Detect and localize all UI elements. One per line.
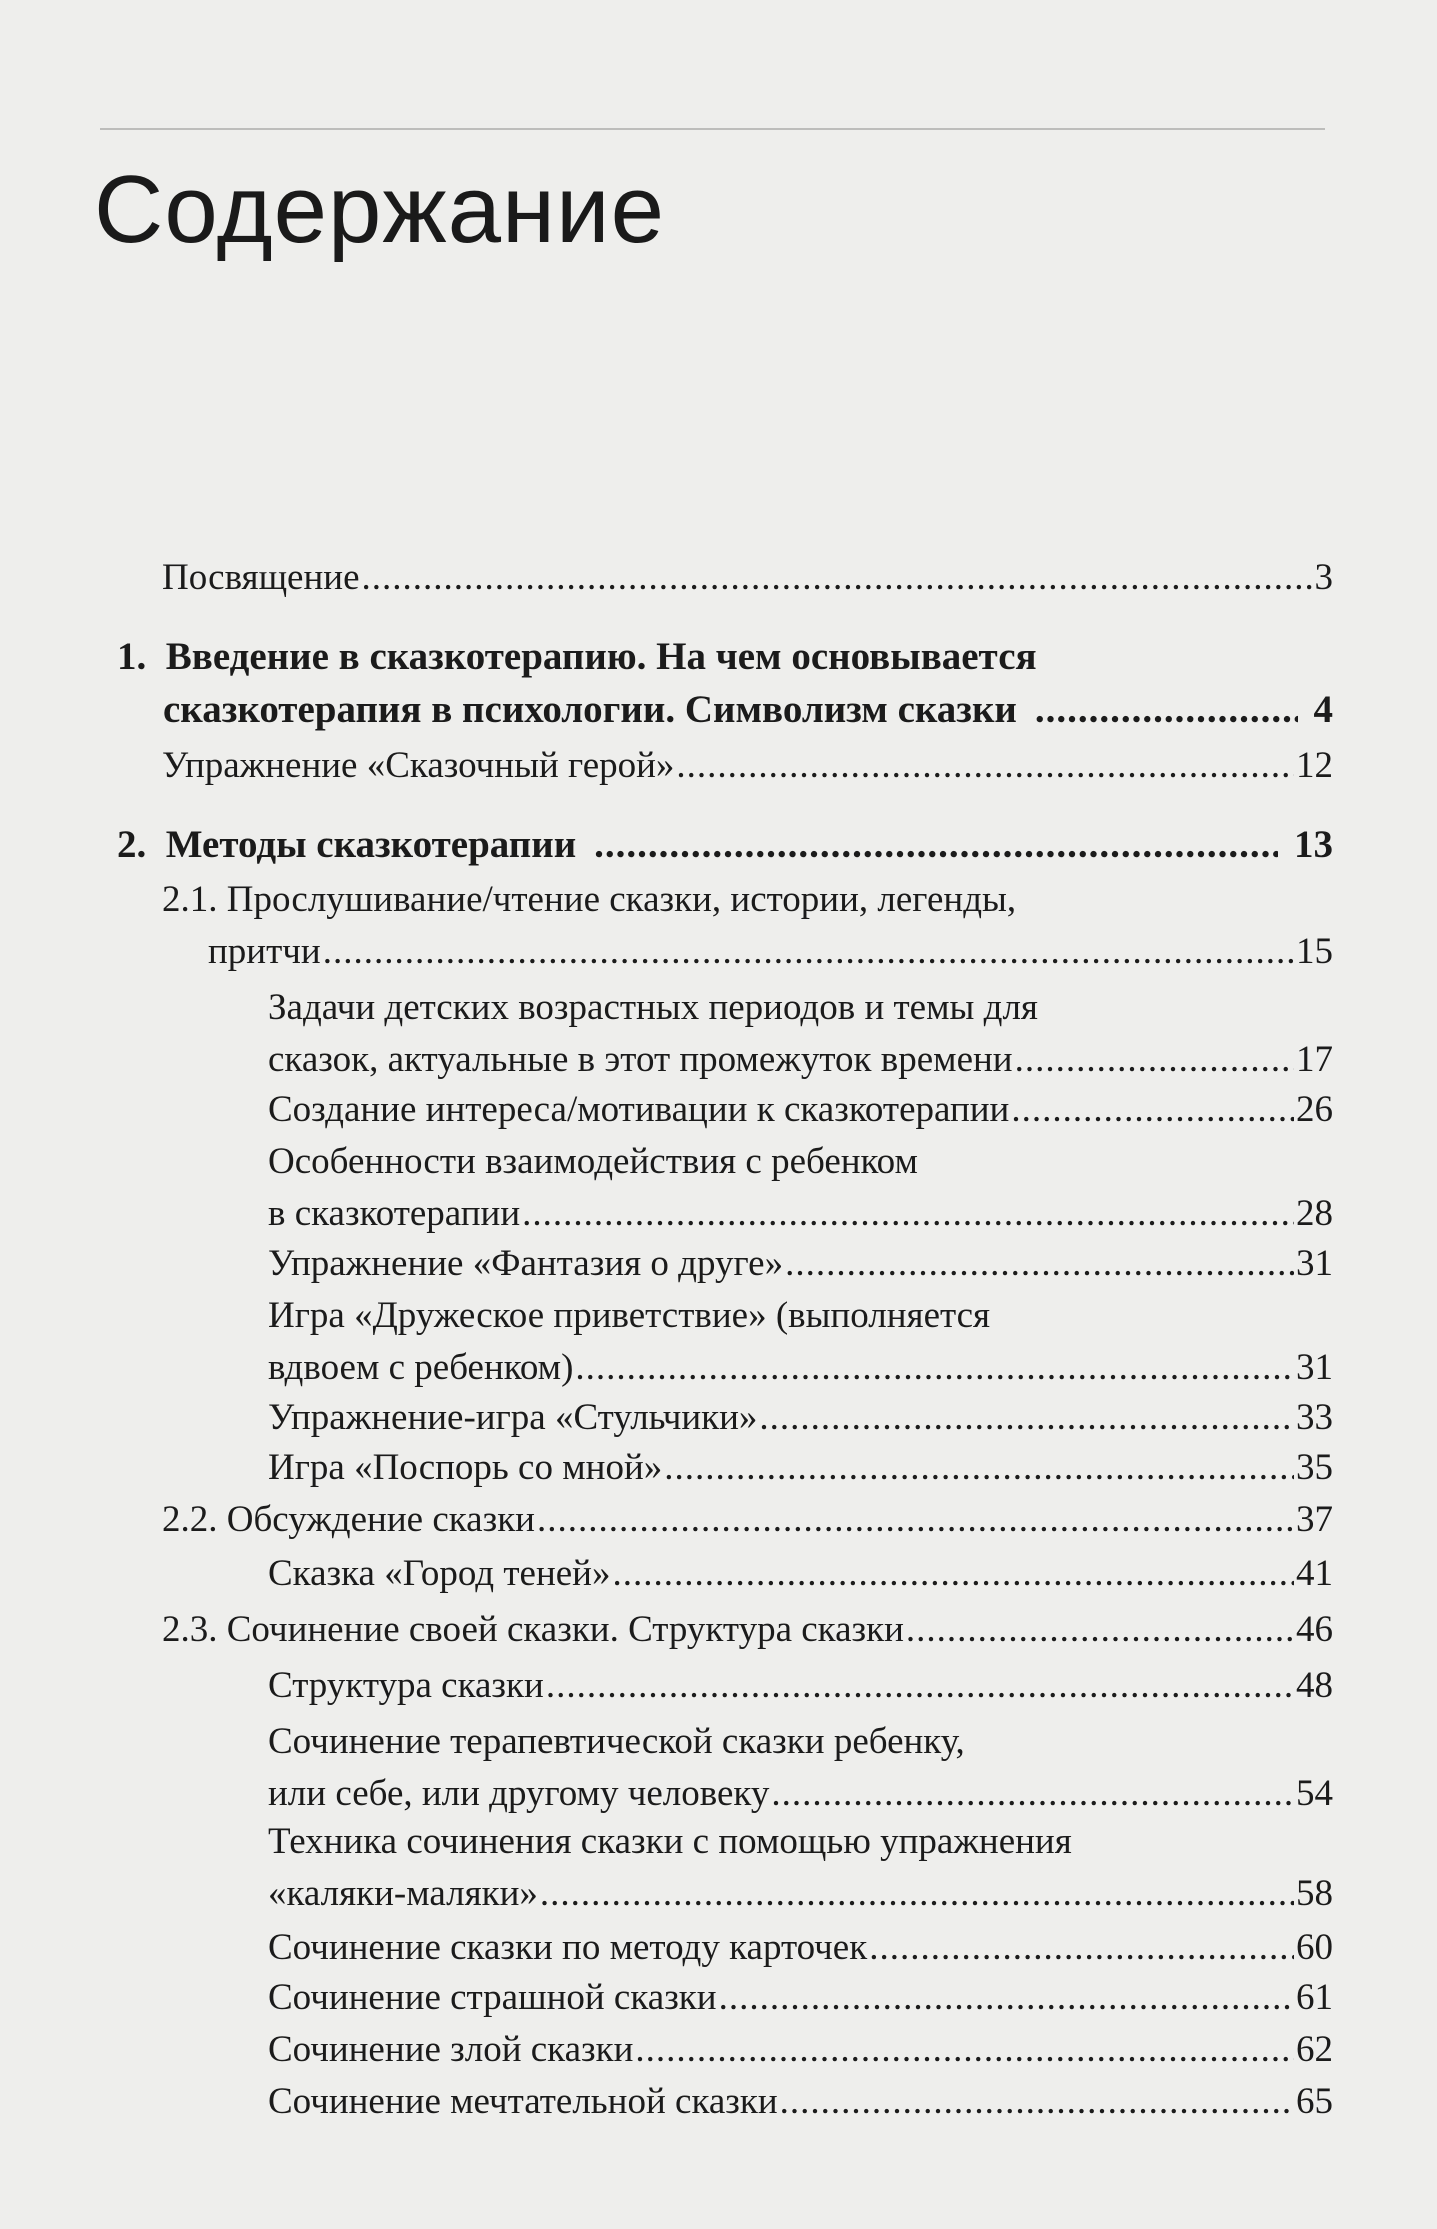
toc-entry-age-tasks[interactable] (268, 982, 1333, 1086)
toc-page-number: 65 (1296, 2081, 1333, 2122)
toc-leader-dots (1011, 1084, 1294, 1136)
toc-entry-text: сказок, актуальные в этот промежуток времени (268, 1039, 1013, 1080)
toc-leader-dots (362, 552, 1313, 604)
toc-page-number: 54 (1296, 1773, 1333, 1814)
toc-entry-text: Создание интереса/мотивации к сказкотерапии (268, 1089, 1010, 1130)
toc-entry-text: в сказкотерапии (268, 1193, 521, 1234)
toc-entry-text: 2.1. Прослушивание/чтение сказки, истории, легенды, (162, 879, 1017, 920)
toc-leader-dots (719, 1972, 1294, 2024)
toc-entry-text: Посвящение (162, 557, 360, 598)
toc-entry-chapter-1[interactable] (117, 630, 1333, 736)
toc-entry-text: Структура сказки (268, 1665, 544, 1706)
toc-entry-card-method[interactable] (268, 1922, 1333, 1974)
toc-entry-text: Сочинение сказки по методу карточек (268, 1927, 868, 1968)
toc-leader-dots (664, 1442, 1294, 1494)
page-title: Содержание (94, 156, 666, 263)
toc-leader-dots (540, 1868, 1294, 1920)
toc-entry-text: Сочинение страшной сказки (268, 1977, 717, 2018)
toc-chapter-number: 2. (117, 823, 147, 866)
toc-page-number: 48 (1296, 1665, 1333, 1706)
toc-leader-dots (594, 818, 1278, 871)
toc-entry-text: сказкотерапия в психологии. Символизм сказки (163, 688, 1017, 731)
toc-page-number: 17 (1296, 1039, 1333, 1080)
toc-entry-text: Сочинение терапевтической сказки ребенку, (268, 1721, 965, 1762)
toc-entry-text: Сочинение мечтательной сказки (268, 2081, 778, 2122)
toc-page-number: 35 (1296, 1447, 1333, 1488)
toc-entry-text: Упражнение «Фантазия о друге» (268, 1243, 784, 1284)
toc-entry-text: Сочинение злой сказки (268, 2029, 634, 2070)
toc-page-number: 33 (1296, 1397, 1333, 1438)
toc-entry-text: 2.2. Обсуждение сказки (162, 1499, 535, 1540)
toc-page-number: 61 (1296, 1977, 1333, 2018)
toc-page-number: 31 (1296, 1347, 1333, 1388)
toc-leader-dots (785, 1238, 1294, 1290)
toc-entry-text: Особенности взаимодействия с ребенком (268, 1141, 918, 1182)
toc-entry-2-2[interactable] (162, 1494, 1333, 1546)
toc-entry-text: или себе, или другому человеку (268, 1773, 770, 1814)
toc-entry-2-3[interactable] (162, 1604, 1333, 1656)
toc-page-number: 41 (1296, 1553, 1333, 1594)
toc-entry-exercise-hero[interactable] (162, 740, 1333, 792)
toc-leader-dots (906, 1604, 1294, 1656)
toc-page-number: 26 (1296, 1089, 1333, 1130)
toc-entry-text: Игра «Дружеское приветствие» (выполняется (268, 1295, 991, 1336)
toc-entry-text: вдвоем с ребенком) (268, 1347, 574, 1388)
toc-page-number: 28 (1296, 1193, 1333, 1234)
toc-entry-city-of-shadows[interactable] (268, 1548, 1333, 1600)
toc-entry-text: притчи (208, 931, 321, 972)
toc-entry-kalyaki[interactable] (268, 1816, 1333, 1920)
toc-leader-dots (771, 1768, 1294, 1820)
toc-page-number: 60 (1296, 1927, 1333, 1968)
toc-entry-text: «каляки-маляки» (268, 1873, 538, 1914)
toc-entry-dedication[interactable] (162, 552, 1333, 604)
toc-entry-scary-tale[interactable] (268, 1972, 1333, 2024)
toc-entry-chairs-game[interactable] (268, 1392, 1333, 1444)
toc-entry-greeting-game[interactable] (268, 1290, 1333, 1394)
toc-leader-dots (537, 1494, 1294, 1546)
toc-leader-dots (759, 1392, 1294, 1444)
toc-entry-chapter-2[interactable] (117, 818, 1333, 871)
toc-entry-text: Задачи детских возрастных периодов и темы для (268, 987, 1038, 1028)
toc-entry-text: 1. Введение в сказкотерапию. На чем основывается (117, 635, 1037, 678)
toc-leader-dots (1015, 1034, 1294, 1086)
toc-entry-text: Упражнение-игра «Стульчики» (268, 1397, 758, 1438)
toc-leader-dots (635, 2024, 1294, 2076)
toc-entry-fantasy-friend[interactable] (268, 1238, 1333, 1290)
toc-leader-dots (780, 2076, 1294, 2128)
toc-entry-argue-game[interactable] (268, 1442, 1333, 1494)
toc-page-number: 46 (1296, 1609, 1333, 1650)
toc-entry-2-1[interactable] (162, 874, 1333, 978)
toc-page-number: 31 (1296, 1243, 1333, 1284)
toc-page-number: 12 (1296, 745, 1333, 786)
toc-entry-text: Игра «Поспорь со мной» (268, 1447, 663, 1488)
toc-leader-dots (869, 1922, 1294, 1974)
toc-leader-dots (323, 926, 1294, 978)
toc-entry-interaction[interactable] (268, 1136, 1333, 1240)
toc-entry-text: 2. Методы сказкотерапии (117, 823, 577, 866)
toc-page-number: 3 (1314, 557, 1333, 598)
toc-leader-dots (1035, 683, 1298, 736)
toc-page-number: 4 (1313, 688, 1333, 731)
toc-entry-dreamy-tale[interactable] (268, 2076, 1333, 2128)
toc-entry-text: 2.3. Сочинение своей сказки. Структура сказки (162, 1609, 904, 1650)
toc-leader-dots (676, 740, 1294, 792)
toc-page-number: 13 (1294, 823, 1333, 866)
toc-leader-dots (613, 1548, 1295, 1600)
toc-page-number: 62 (1296, 2029, 1333, 2070)
toc-entry-evil-tale[interactable] (268, 2024, 1333, 2076)
toc-entry-text: Упражнение «Сказочный герой» (162, 745, 675, 786)
toc-leader-dots (546, 1660, 1294, 1712)
toc-entry-tale-structure[interactable] (268, 1660, 1333, 1712)
toc-leader-dots (575, 1342, 1294, 1394)
toc-page-number: 15 (1296, 931, 1333, 972)
toc-entry-therapeutic-tale[interactable] (268, 1716, 1333, 1820)
toc-page-number: 37 (1296, 1499, 1333, 1540)
toc-chapter-number: 1. (117, 635, 147, 678)
toc-page-number: 58 (1296, 1873, 1333, 1914)
toc-entry-motivation[interactable] (268, 1084, 1333, 1136)
toc-entry-text: Сказка «Город теней» (268, 1553, 611, 1594)
toc-leader-dots (522, 1188, 1294, 1240)
toc-entry-text: Техника сочинения сказки с помощью упражнения (268, 1821, 1072, 1862)
